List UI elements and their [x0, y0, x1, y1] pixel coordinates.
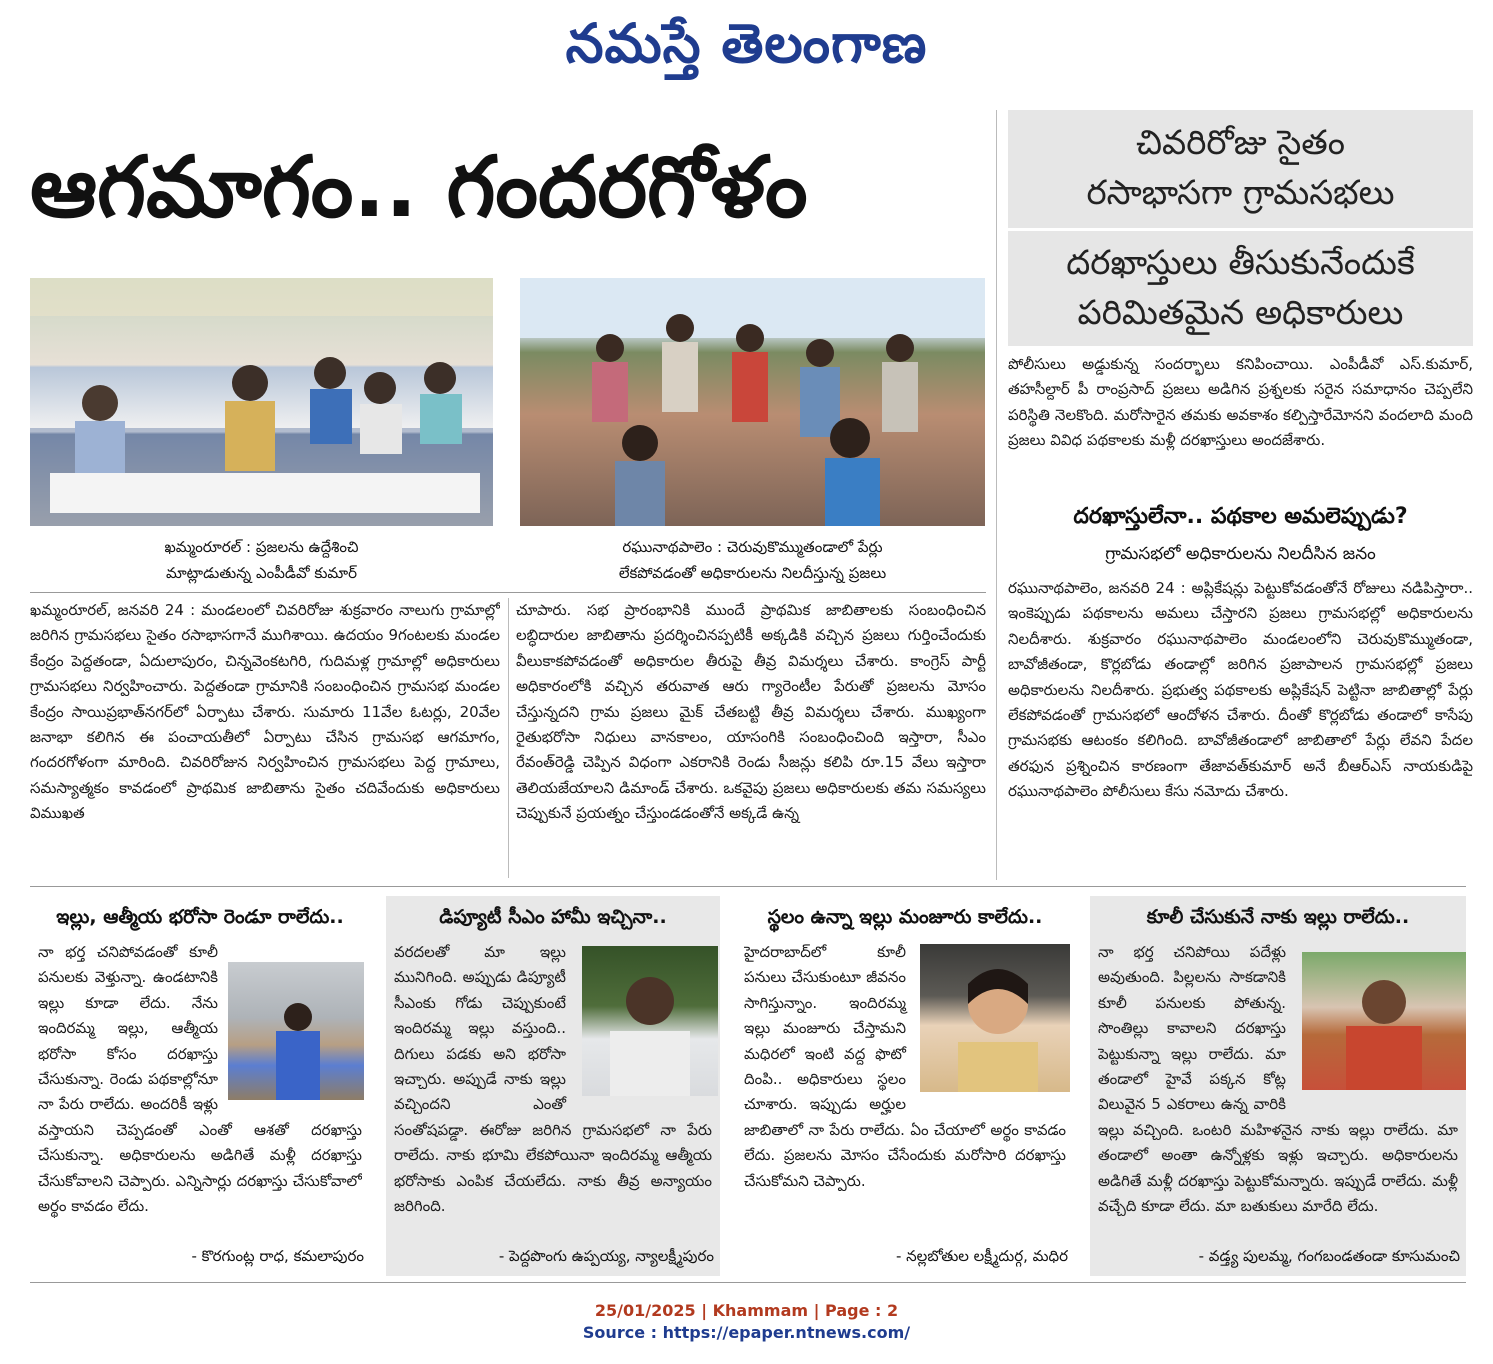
caption-2-line-1: రఘునాథపాలెం : చెరువుకొమ్ముతండాలో పేర్లు [622, 538, 883, 556]
headline-deck-box [1008, 110, 1473, 346]
photo-caption-2 [520, 534, 985, 586]
portrait-radha-figure [228, 962, 364, 1100]
deck-line-4: పరిమితమైన అధికారులు [1077, 293, 1404, 333]
deck-divider [1008, 228, 1473, 231]
section-divider [30, 592, 986, 593]
testimonial-text: నా భర్త చనిపోయి పదేళ్లు అవుతుంది. పిల్లలను సాకడానికి కూలీ పనులకు పోతున్న. సొంతిల్లు కావాలని దరఖాస్తు పెట్టుకున్నా ఇల్లు రాలేదు. మా తండాలో హైవే పక్కన కోట్ల విలువైన 5 ఎకరాలు ఉన్న వారికి ఇల్లు వచ్చింది. ఒంటరి మహిళనైన నాకు ఇల్లు రాలేదు. మా తండాలో అంతా ఉన్నోళ్లకు ఇళ్లు ఇచ్చారు. అధికారులను అడిగితే మళ్లీ దరఖాస్తు పెట్టుకోమన్నారు. ఇప్పుడే రాలేదు. మళ్లీ వచ్చేది కూడా లేదు. మా బతుకులు మారేది లేదు. [1098, 943, 1458, 1216]
portrait-uppaiah-figure [582, 946, 718, 1096]
footer-date-edition: 25/01/2025 | Khammam | Page : 2 [594, 1301, 899, 1320]
caption-1-line-1: ఖమ్మంరూరల్ : ప్రజలను ఉద్దేశించి [164, 538, 359, 556]
story-column-1: ఖమ్మంరూరల్, జనవరి 24 : మండలంలో చివరిరోజు శుక్రవారం నాలుగు గ్రామాల్లో జరిగిన గ్రామసభలు సైతం రసాభాసగానే ముగిశాయి. ఉదయం 9గంటలకు మండల కేంద్రం పెద్దతండా, ఏదులాపురం, చిన్నవెంకటగిరి, గుదిమళ్ల గ్రామాల్లో అధికారులు గ్రామసభలు నిర్వహించారు. పెద్దతండా గ్రామానికి సంబంధించిన గ్రామసభ మండల కేంద్రం సాయిప్రభాత్‌నగర్‌లో ఏర్పాటు చేశారు. సుమారు 11వేల ఓటర్లు, 20వేల జనాభా కలిగిన ఈ పంచాయతీలో ఏర్పాటు చేసిన గ్రామసభ ఆగమాగం, గందరగోళంగా మారింది. చివరిరోజున నిర్వహించిన గ్రామసభలు పెద్ద గ్రామాలు, సమస్యాత్మకం కావడంలో ప్రాథమిక జాబితాను సైతం చదివేందుకు అధికారులు విముఖత [30, 601, 500, 823]
page-bottom-rule [30, 1282, 1466, 1283]
portrait-lakshmidurga [920, 944, 1070, 1092]
portrait-lakshmidurga-figure [920, 944, 1070, 1092]
newspaper-masthead: నమస్తే తెలంగాణ [565, 11, 928, 75]
photo-villagers-crowd [520, 278, 985, 526]
column-divider [508, 598, 509, 878]
story-subdeck: గ్రామసభలో అధికారులను నిలదీసిన జనం [1105, 544, 1376, 564]
portrait-pulamma-figure [1302, 952, 1466, 1090]
deck-line-3: దరఖాస్తులు తీసుకునేందుకే [1066, 243, 1415, 283]
portrait-radha [228, 962, 364, 1100]
testimonial-text: హైదరాబాద్‌లో కూలీ పనులు చేసుకుంటూ జీవనం సాగిస్తున్నాం. ఇందిరమ్మ ఇల్లు మంజూరు చేస్తామని మధిరలో ఇంటి వద్ద ఫొటో దింపి.. అధికారులు స్థలం చూశారు. ఇప్పుడు అర్హుల జాబితాలో నా పేరు రాలేదు. ఏం చేయాలో అర్థం కావడం లేదు. ప్రజలను మోసం చేసేందుకు మరోసారి దరఖాస్తు చేసుకోమని చెప్పారు. [744, 943, 1066, 1190]
section-divider [30, 886, 1466, 887]
photo-villagers-questioning [520, 278, 985, 526]
caption-1-line-2: మాట్లాడుతున్న ఎంపీడీవో కుమార్ [166, 564, 357, 582]
portrait-pulamma [1302, 952, 1466, 1090]
column-divider [996, 110, 997, 880]
caption-2-line-2: లేకపోవడంతో అధికారులను నిలదీస్తున్న ప్రజలు [618, 564, 887, 582]
testimonial-signature: - కొరగుంట్ల రాధ, కమలాపురం [191, 1247, 364, 1265]
photo-officials-meeting [30, 278, 493, 526]
testimonial-text: నా భర్త చనిపోవడంతో కూలీ పనులకు వెళ్తున్నా. ఉండటానికి ఇల్లు కూడా లేదు. నేను ఇందిరమ్మ ఇల్లు, ఆత్మీయ భరోసా కోసం దరఖాస్తు చేసుకున్నా. రెండు పథకాల్లోనూ నా పేరు రాలేదు. అందరికీ ఇళ్లు వస్తాయని చెప్పడంతో ఎంతో ఆశతో దరఖాస్తు చేసుకున్నా. అధికారులను అడిగితే మళ్లీ దరఖాస్తు చేసుకోవాలని చెప్పారు. ఎన్నిసార్లు దరఖాస్తు చేసుకోవాలో అర్థం కావడం లేదు. [38, 943, 362, 1216]
testimonial-signature: - పెద్దపొంగు ఉప్పయ్య, న్యాలక్ష్మీపురం [498, 1247, 714, 1265]
story-subheadline: దరఖాస్తులేనా.. పథకాల అమలెప్పుడు? [1073, 504, 1408, 529]
testimonial-signature: - నల్లబోతుల లక్ష్మీదుర్గ, మధిర [895, 1247, 1068, 1265]
testimonial-text: వరదలతో మా ఇల్లు మునిగింది. అప్పుడు డిప్యూటీ సీఎంకు గోడు చెప్పుకుంటే ఇందిరమ్మ ఇల్లు వస్తుంది.. దిగులు పడకు అని భరోసా ఇచ్చారు. అప్పుడే నాకు ఇల్లు వచ్చిందని ఎంతో సంతోషపడ్డా. ఈరోజు జరిగిన గ్రామసభలో నా పేరు రాలేదు. నాకు భూమి లేకపోయినా ఇందిరమ్మ ఆత్మీయ భరోసాకు ఎంపిక చేయలేదు. నాకు తీవ్ర అన్యాయం జరిగింది. [394, 943, 712, 1216]
testimonial-title: ఇల్లు, ఆత్మీయ భరోసా రెండూ రాలేదు.. [56, 906, 344, 928]
footer-source-link[interactable]: Source : https://epaper.ntnews.com/ [582, 1323, 911, 1342]
deck-line-2: రసాభాసగా గ్రామసభలు [1086, 173, 1395, 213]
portrait-uppaiah [582, 946, 718, 1096]
story-column-4: రఘునాథపాలెం, జనవరి 24 : అప్లికేషన్లు పెట్టుకోవడంతోనే రోజులు నడిపిస్తారా.. ఇంకెప్పుడు పథకాలను అమలు చేస్తారని ప్రజలు గ్రామసభల్లో అధికారులను నిలదీశారు. శుక్రవారం రఘునాథపాలెం మండలంలోని చెరువుకొమ్ముతండా, బావోజీతండా, కొర్లబోడు తండాల్లో జరిగిన ప్రజాపాలన గ్రామసభల్లో ప్రజలు అధికారులను నిలదీశారు. ప్రభుత్వ పథకాలకు అప్లికేషన్ పెట్టినా జాబితాల్లో పేర్లు లేకపోవడంతో గ్రామసభలో ఆందోళన చేశారు. దీంతో కొర్లబోడు తండాలో కాసేపు గ్రామసభకు ఆటంకం కలిగింది. బావోజీతండాలో జాబితాలో పేర్లు లేవని పేదల తరఫున ప్రశ్నించిన కారణంగా తేజావత్‌కుమార్ అనే బీఆర్‌ఎస్ నాయకుడిపై రఘునాథపాలెం పోలీసులు కేసు నమోదు చేశారు. [1008, 579, 1473, 801]
main-headline: ఆగమాగం.. గందరగోళం [30, 138, 808, 236]
testimonial-signature: - వడ్త్య పులమ్మ, గంగబండతండా కూసుమంచి [1198, 1247, 1460, 1265]
story-column-3: పోలీసులు అడ్డుకున్న సందర్భాలు కనిపించాయి. ఎంపీడీవో ఎస్.కుమార్, తహసీల్దార్ పీ రాంప్రసాద్ ప్రజలు అడిగిన ప్రశ్నలకు సరైన సమాధానం చెప్పలేని పరిస్థితి నెలకొంది. మరోసారైన తమకు అవకాశం కల్పిస్తారేమోనని వందలాది మంది ప్రజలు వివిధ పథకాలకు మళ్లీ దరఖాస్తులు అందజేశారు. [1008, 355, 1473, 450]
photo-officials-meeting-figures [30, 278, 493, 526]
deck-line-1: చివరిరోజు సైతం [1136, 123, 1345, 163]
testimonial-title: స్థలం ఉన్నా ఇల్లు మంజూరు కాలేదు.. [767, 906, 1043, 928]
testimonial-title: డిప్యూటీ సీఎం హామీ ఇచ్చినా.. [439, 906, 667, 928]
testimonial-title: కూలీ చేసుకునే నాకు ఇల్లు రాలేదు.. [1146, 906, 1410, 928]
story-column-2: చూపారు. సభ ప్రారంభానికి ముందే ప్రాథమిక జాబితాలకు సంబంధించిన లబ్ధిదారుల జాబితాను ప్రదర్శించినప్పటికీ అక్కడికి వచ్చిన ప్రజలు గుర్తించేందుకు వీలుకాకపోవడంతో అధికారుల తీరుపై తీవ్ర విమర్శలు చేశారు. కాంగ్రెస్ పార్టీ అధికారంలోకి వచ్చిన తరువాత ఆరు గ్యారెంటీల పేరుతో ప్రజలను మోసం చేస్తున్నదని గ్రామ ప్రజలు మైక్ చేతబట్టి తీవ్ర విమర్శలు చేశారు. ముఖ్యంగా రైతుభరోసా నిధులు వానకాలం, యాసంగికి సంబంధించింది ఇస్తారా, సీఎం రేవంత్‌రెడ్డి చెప్పిన విధంగా ఎకరానికి రెండు సీజన్లు కలిపి రూ.15 వేలు ఇస్తారా తెలియజేయాలని డిమాండ్ చేశారు. ఒకవైపు ప్రజలు అధికారులకు తమ సమస్యలు చెప్పుకునే ప్రయత్నం చేస్తుండడంతోనే అక్కడే ఉన్న [516, 601, 986, 823]
photo-caption-1 [30, 534, 493, 586]
